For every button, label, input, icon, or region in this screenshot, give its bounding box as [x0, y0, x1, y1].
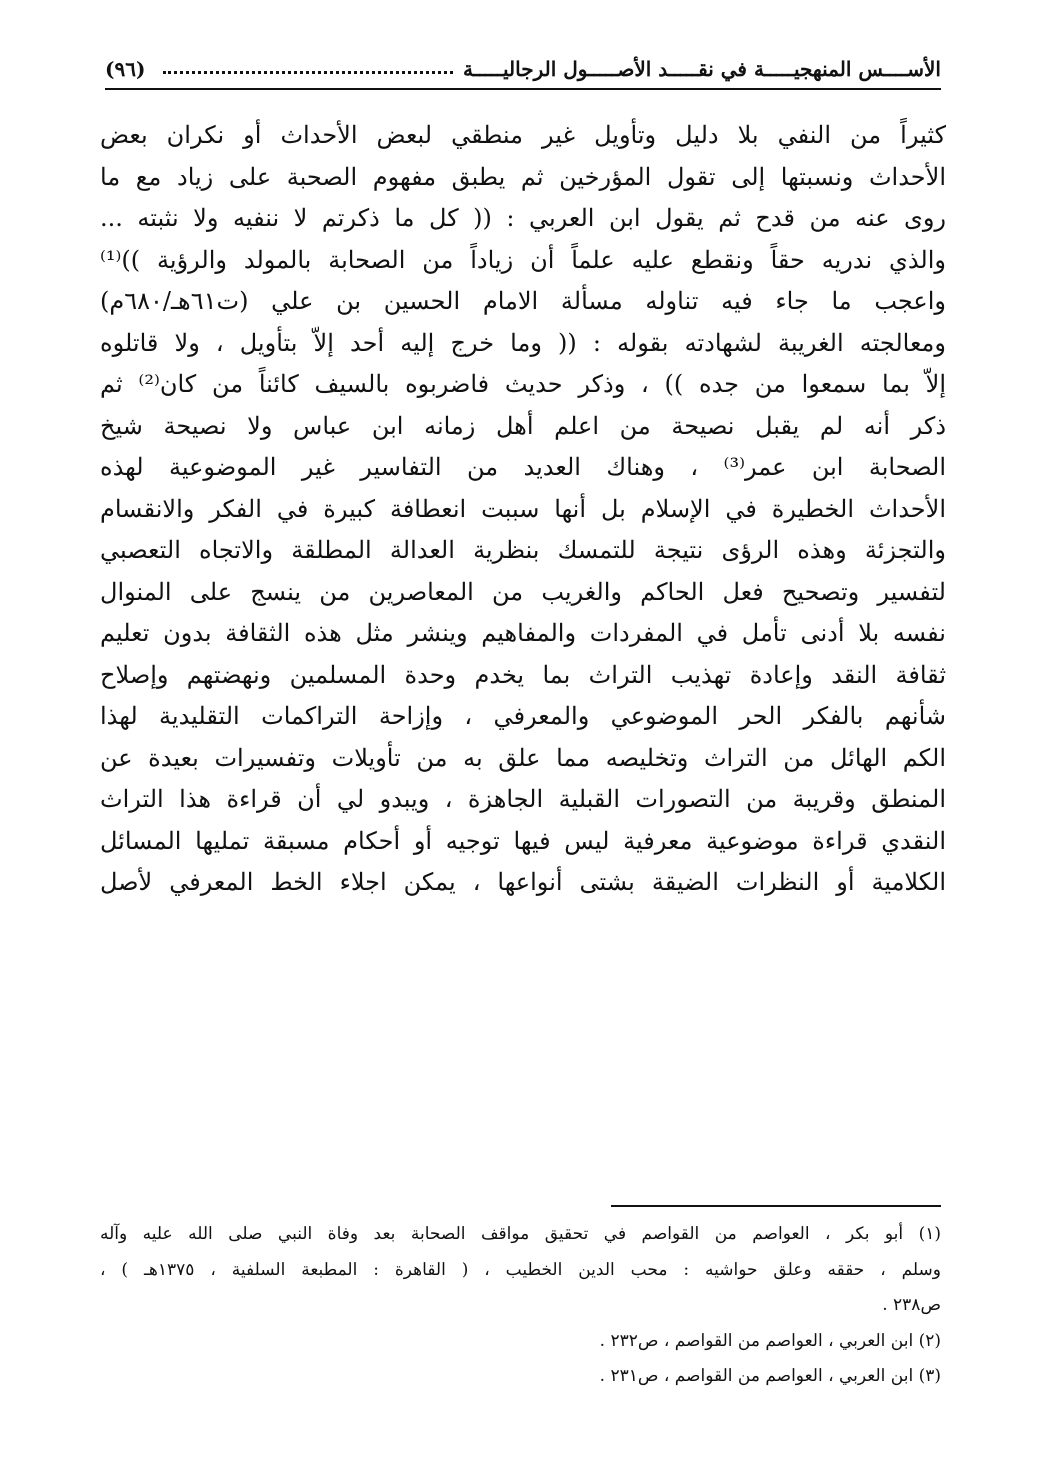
body-line: والذي ندريه حقاً ونقطع عليه علماً أن زياداً من الصحابة بالمولد والرؤية ))⁽¹⁾: [100, 245, 946, 274]
footnote-2: (٢) ابن العربي ، العواصم من القواصم ، ص٢٣٢ .: [599, 1330, 941, 1351]
body-line: ثقافة النقد وإعادة تهذيب التراث بما يخدم وحدة المسلمين ونهضتهم وإصلاح: [100, 660, 946, 689]
body-line: لتفسير وتصحيح فعل الحاكم والغريب من المعاصرين من ينسج على المنوال: [100, 577, 946, 606]
footnote-separator: [611, 1205, 941, 1207]
footnote-1-line-2: وسلم ، حققه وعلق حواشيه : محب الدين الخطيب ، ( القاهرة : المطبعة السلفية ، ١٣٧٥هـ ) ،: [100, 1259, 941, 1280]
body-line: الكم الهائل من التراث وتخليصه مما علق به من تأويلات وتفسيرات بعيدة عن: [100, 743, 946, 772]
body-text: [100, 115, 946, 904]
body-line: واعجب ما جاء فيه تناوله مسألة الامام الحسين بن علي (ت٦١هـ/٦٨٠م): [100, 287, 946, 315]
body-line: روى عنه من قدح ثم يقول ابن العربي : (( كل ما ذكرتم لا ننفيه ولا نثبته ...: [100, 204, 946, 232]
footnote-3: (٣) ابن العربي ، العواصم من القواصم ، ص٢٣١ .: [599, 1366, 941, 1386]
page-number: (٩٦): [105, 57, 146, 81]
body-line: الصحابة ابن عمر⁽³⁾ ، وهناك العديد من التفاسير غير الموضوعية لهذه: [100, 453, 946, 481]
body-line: كثيراً من النفي بلا دليل وتأويل غير منطقي لبعض الأحداث أو نكران بعض: [100, 121, 946, 149]
body-line: الأحداث الخطيرة في الإسلام بل أنها سببت انعطافة كبيرة في الفكر والانقسام: [100, 494, 946, 523]
body-line: الأحداث ونسبتها إلى تقول المؤرخين ثم يطبق مفهوم الصحبة على زياد مع ما: [100, 162, 946, 191]
body-line: نفسه بلا أدنى تأمل في المفردات والمفاهيم وينشر مثل هذه الثقافة بدون تعليم: [100, 619, 946, 647]
body-line: ومعالجته الغريبة لشهادته بقوله : (( وما خرج إليه أحد إلاّ بتأويل ، ولا قاتلوه: [100, 328, 946, 357]
header-rule: [105, 88, 941, 90]
footnote-1-line-3: ص٢٣٨ .: [882, 1295, 941, 1315]
footnote-1-line-1: (١) أبو بكر ، العواصم من القواصم في تحقيق مواقف الصحابة بعد وفاة النبي صلى الله عليه وآله: [100, 1224, 941, 1244]
header-leader-dots: [163, 71, 453, 74]
body-line: إلاّ بما سمعوا من جده )) ، وذكر حديث فاضربوه بالسيف كائناً من كان⁽²⁾ ثم: [100, 370, 946, 398]
body-line: المنطق وقريبة من التصورات القبلية الجاهزة ، ويبدو لي أن قراءة هذا التراث: [100, 785, 946, 813]
body-line: شأنهم بالفكر الحر الموضوعي والمعرفي ، وإزاحة التراكمات التقليدية لهذا: [100, 702, 946, 730]
body-line: النقدي قراءة موضوعية معرفية ليس فيها توجيه أو أحكام مسبقة تمليها المسائل: [100, 826, 946, 855]
body-line: ذكر أنه لم يقبل نصيحة من اعلم أهل زمانه ابن عباس ولا نصيحة شيخ: [100, 411, 946, 440]
footnotes: [100, 1217, 941, 1395]
body-line: الكلامية أو النظرات الضيقة بشتى أنواعها ، يمكن اجلاء الخط المعرفي لأصل: [100, 868, 946, 896]
page-header: [105, 52, 941, 86]
running-title: الأســــس المنهجيـــــة في نقـــــد الأصـــــول الرجاليـــــة: [462, 57, 941, 81]
body-line: والتجزئة وهذه الرؤى نتيجة للتمسك بنظرية العدالة المطلقة والاتجاه التعصبي: [100, 536, 946, 564]
